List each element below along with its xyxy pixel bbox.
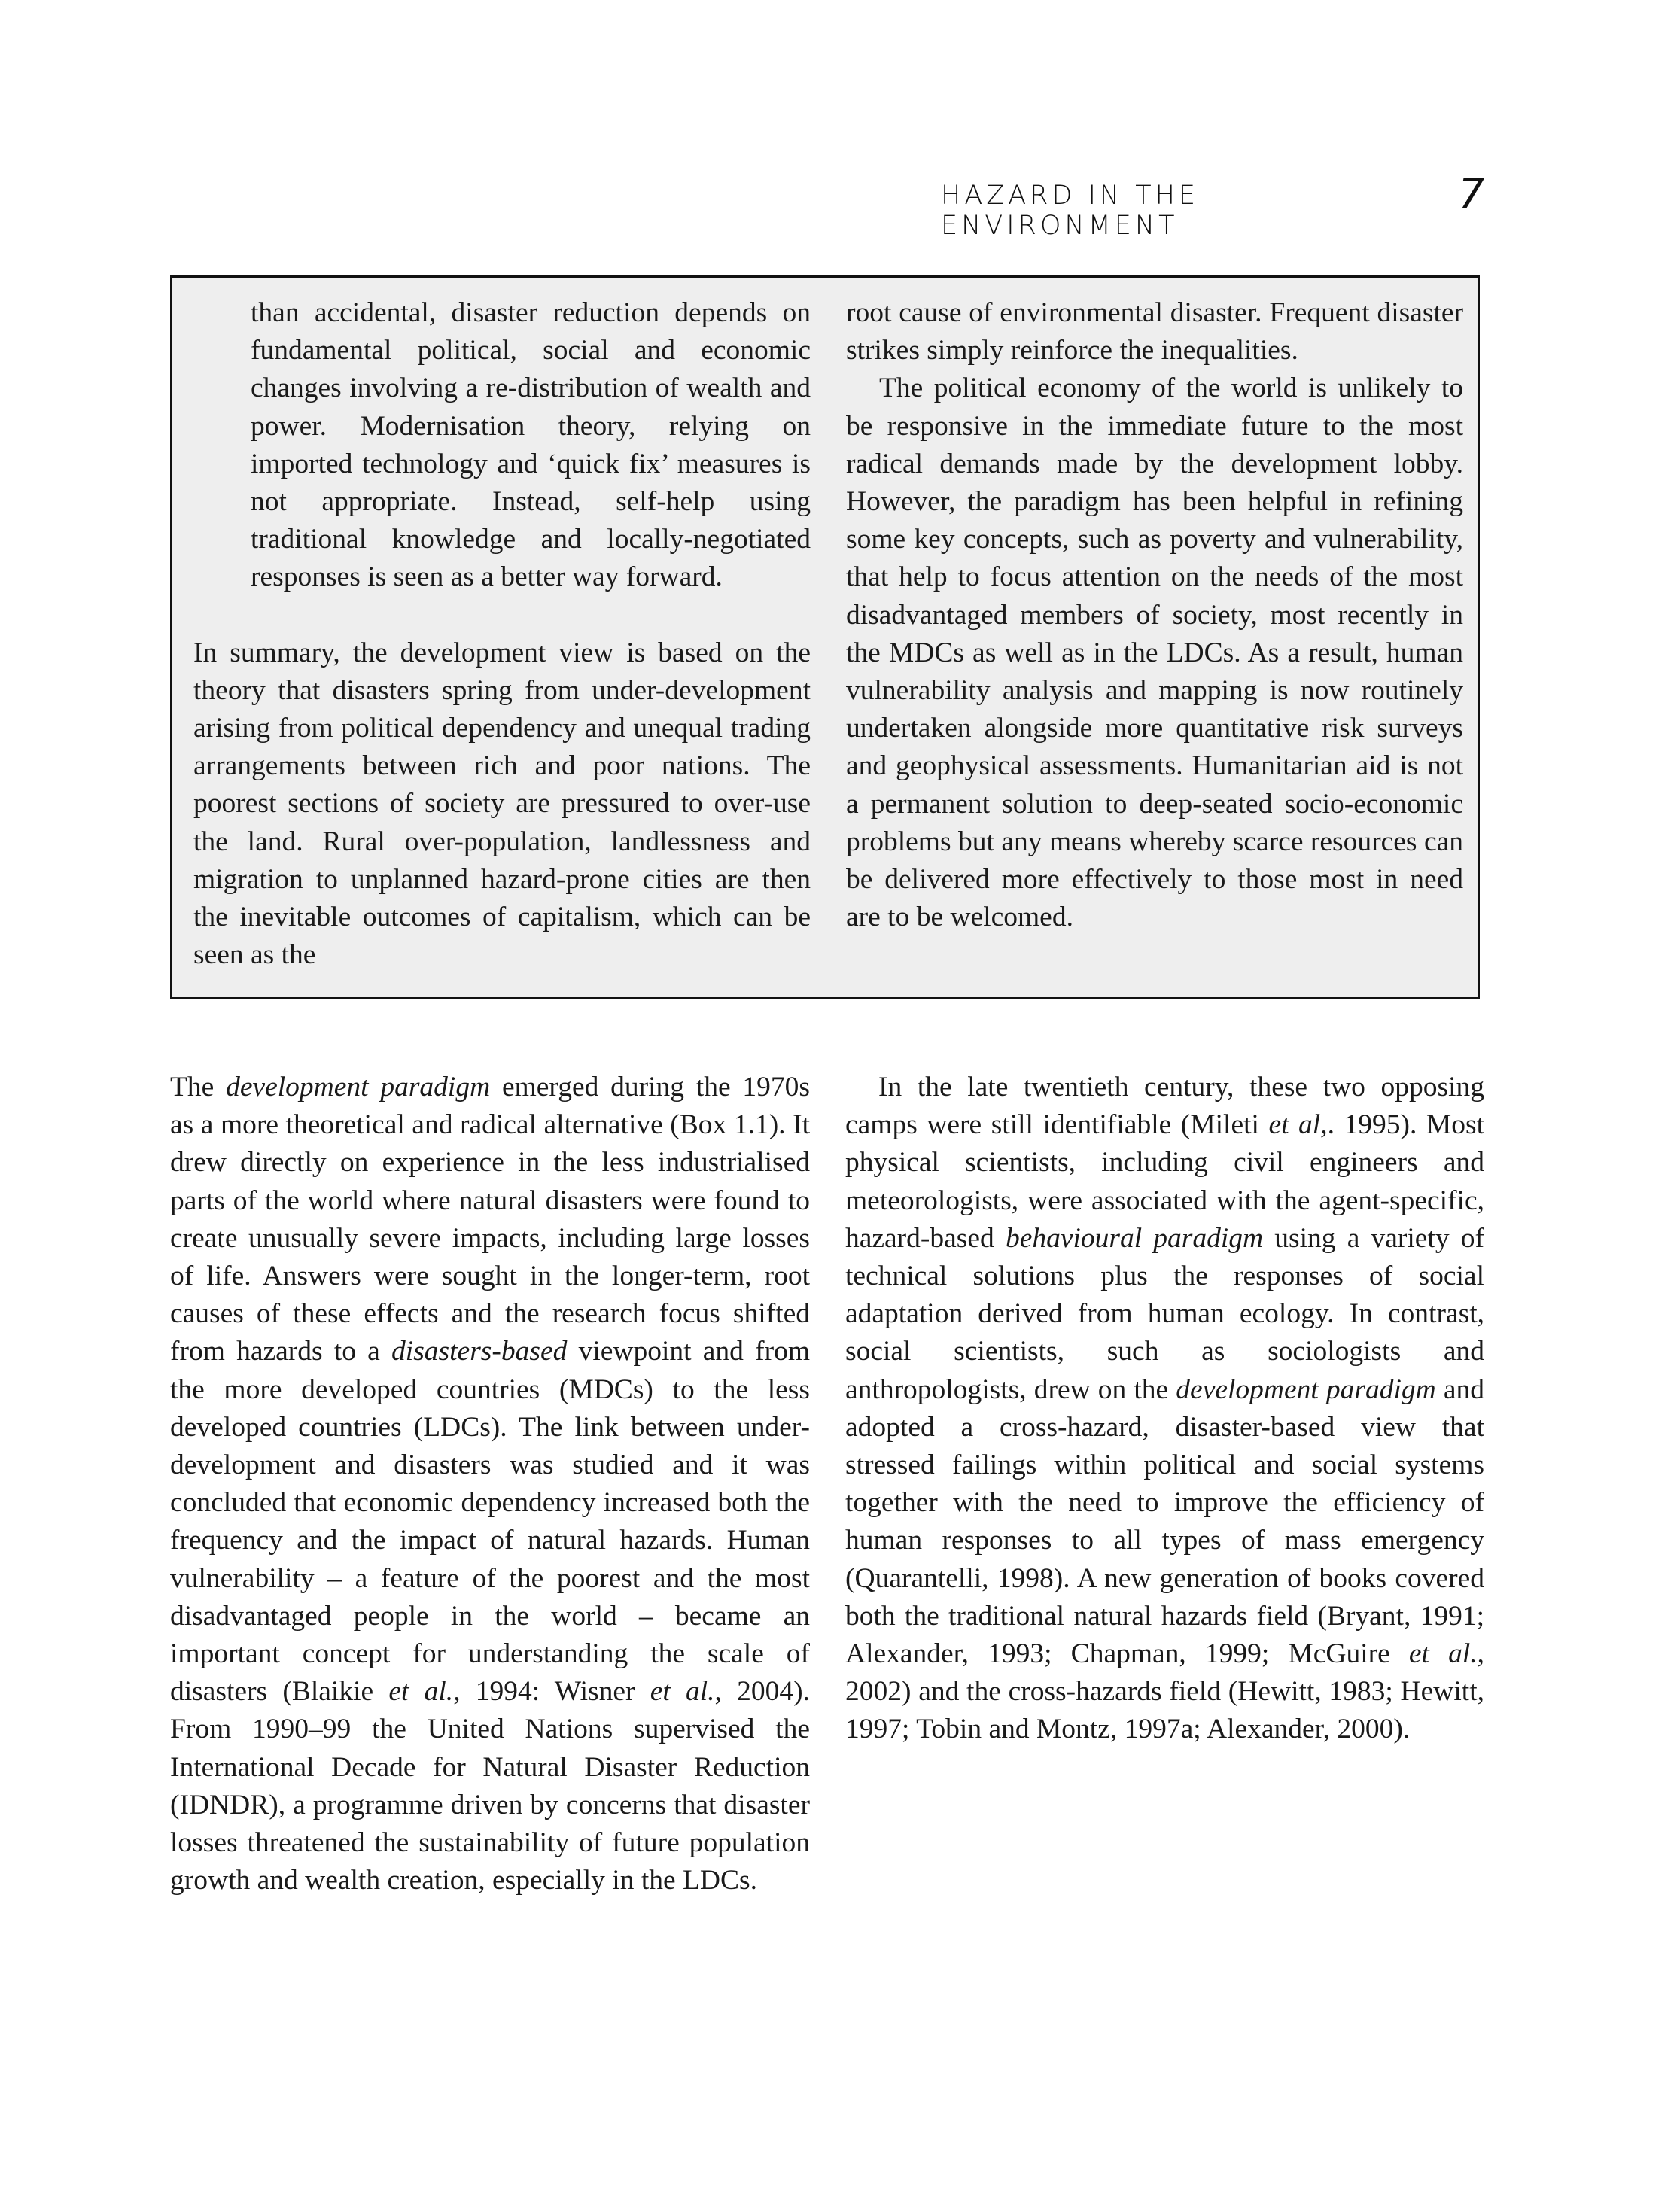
box-1-1-continuation — [170, 275, 1480, 999]
paragraph — [170, 1069, 810, 1900]
text-run: using a variety of technical solutions plus the responses of social adaptation derived from human ecology. In contrast, social scientists, such as sociologists and anthropologists, drew on the — [845, 1222, 1484, 1405]
italic-text: et al. — [650, 1676, 715, 1708]
running-head-title: HAZARD IN THE ENVIRONMENT — [941, 181, 1200, 241]
text-run: The political economy of the world is unlikely to be responsive in the immediate future to the most radical demands made by the development lobby. However, the paradigm has been helpful in refining some key concepts, such as poverty and vulnerability, that help to focus attention on the needs of the most disadvantaged members of society, most recently in the MDCs as well as in the LDCs. As a result, human vulnerability analysis and mapping is now routinely undertaken alongside more quantitative risk surveys and geophysical assessments. Humanitarian aid is not a permanent solution to deep-seated socio-economic problems but any means whereby scarce resources can be delivered more effectively to those most in need are to be welcomed. — [846, 373, 1463, 933]
text-run: . 1995). Most physical scientists, including civil engineers and meteorologists, were associated with the agent-specific, hazard-based — [845, 1109, 1485, 1254]
italic-text: et al. — [1408, 1638, 1478, 1670]
italic-text: disasters-based — [391, 1336, 568, 1367]
italic-text: development paradigm — [226, 1072, 491, 1103]
paragraph — [846, 294, 1463, 370]
italic-text: behavioural paradigm — [1005, 1222, 1264, 1254]
box-right-column — [846, 294, 1463, 936]
text-run: , 2004). From 1990–99 the United Nations supervised the International Decade for Natural Disaster Reduction (IDNDR), a programme driven by concerns that disaster losses threatened the sustainability of future population growth and wealth creation, especially in the LDCs. — [170, 1676, 810, 1897]
paragraph — [193, 294, 811, 597]
italic-text: et al, — [1268, 1109, 1328, 1141]
text-run: , 1994: Wisner — [453, 1676, 650, 1708]
page-number: 7 — [1458, 170, 1484, 217]
text-run: emerged during the 1970s as a more theoretical and radical alternative (Box 1.1). It drew directly on experience in the less industrialised parts of the world where natural disasters were found to create unusually severe impacts, including large losses of life. Answers were sought in the longer-term, root causes of these effects and the research focus shifted from hazards to a — [170, 1072, 810, 1367]
text-run: , 2002) and the cross-hazards field (Hewitt, 1983; Hewitt, 1997; Tobin and Montz, 1997a; Alexander, 2000). — [845, 1638, 1484, 1745]
body-left-column — [170, 1069, 810, 1900]
text-run: In summary, the development view is based on the theory that disasters spring from under-development arising from political dependency and unequal trading arrangements between rich and poor nations. The poorest sections of society are pressured to over-use the land. Rural over-population, landlessness and migration to unplanned hazard-prone cities are then the inevitable outcomes of capitalism, which can be seen as the — [193, 637, 811, 971]
paragraph — [845, 1069, 1484, 1749]
text-run: and adopted a cross-hazard, disaster-based view that stressed failings within political and social systems together with the need to improve the efficiency of human responses to all types of mass emergency (Quarantelli, 1998). A new generation of books covered both the traditional natural hazards field (Bryant, 1991; Alexander, 1993; Chapman, 1999; McGuire — [845, 1373, 1484, 1670]
box-left-column — [193, 294, 811, 974]
running-head — [941, 170, 1484, 241]
text-run: In the late twentieth century, these two opposing camps were still identifiable (Mileti — [845, 1072, 1484, 1141]
text-run: viewpoint and from the more developed countries (MDCs) to the less developed countries (LDCs). The link between under-development and disasters was studied and it was concluded that economic dependency increased both the frequency and the impact of natural hazards. Human vulnerability – a feature of the poorest and the most disadvantaged people in the world – became an important concept for understanding the scale of disasters (Blaikie — [170, 1336, 810, 1708]
paragraph — [846, 370, 1463, 936]
text-run: than accidental, disaster reduction depends on fundamental political, social and economic changes involving a re-distribution of wealth and power. Modernisation theory, relying on imported technology and ‘quick fix’ measures is not appropriate. Instead, self-help using traditional knowledge and locally-negotiated responses is seen as a better way forward. — [251, 297, 811, 593]
text-run: The — [170, 1072, 227, 1103]
paragraph — [193, 634, 811, 975]
body-right-column — [845, 1069, 1484, 1749]
text-run: root cause of environmental disaster. Frequent disaster strikes simply reinforce the inequalities. — [846, 297, 1463, 367]
italic-text: et al. — [388, 1676, 454, 1708]
italic-text: development paradigm — [1176, 1373, 1436, 1405]
